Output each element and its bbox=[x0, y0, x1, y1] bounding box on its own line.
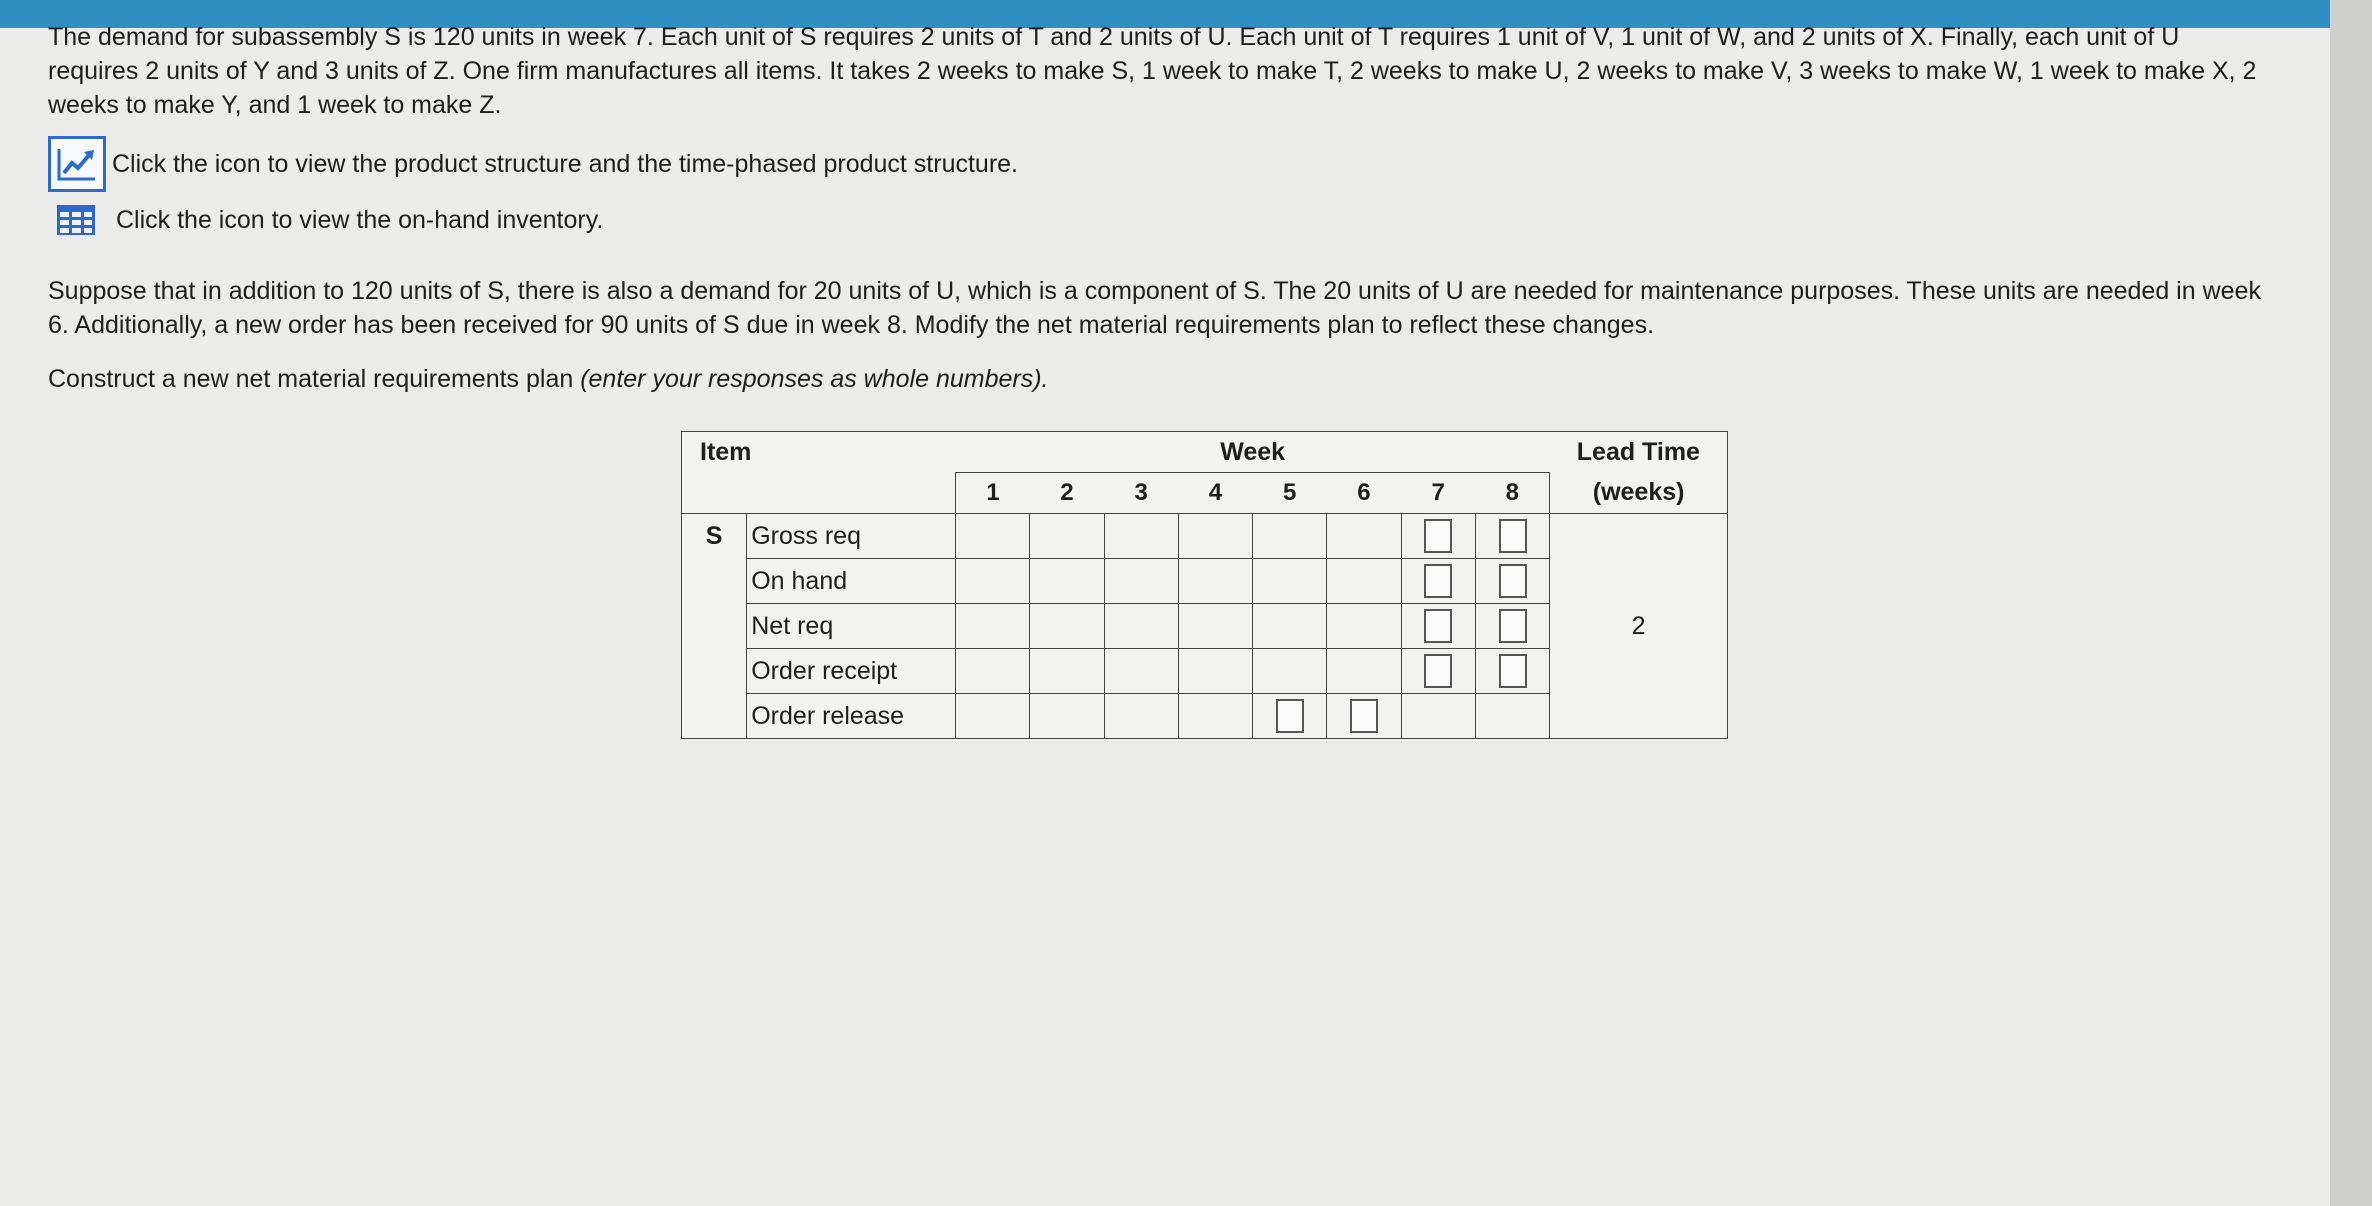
cell bbox=[1253, 694, 1327, 739]
cell bbox=[1253, 514, 1327, 559]
cell bbox=[1475, 694, 1549, 739]
cell bbox=[1104, 559, 1178, 604]
week-4: 4 bbox=[1208, 479, 1223, 506]
order-receipt-week8-input[interactable] bbox=[1499, 654, 1527, 688]
on-hand-week7-input[interactable] bbox=[1424, 564, 1452, 598]
cell bbox=[1475, 649, 1549, 694]
cell bbox=[1104, 649, 1178, 694]
cell bbox=[1401, 649, 1475, 694]
header-item-blank bbox=[682, 473, 956, 514]
right-edge bbox=[2330, 0, 2372, 1206]
cell bbox=[1401, 559, 1475, 604]
week-6: 6 bbox=[1357, 479, 1371, 506]
cell bbox=[1401, 514, 1475, 559]
week-1: 1 bbox=[986, 479, 1000, 506]
header-item: Item bbox=[682, 432, 956, 473]
scenario-text: Suppose that in addition to 120 units of S, there is also a demand for 20 units of U, which is a component of S. The 20 units of U are needed for maintenance purposes. These units are needed in week 6. Additionally, a new order has been received for 90 units of S due in week 8. Modify the net material requirements plan to reflect these changes. bbox=[48, 277, 2261, 339]
gross-req-week8-input[interactable] bbox=[1499, 519, 1527, 553]
cell bbox=[1327, 559, 1401, 604]
header-weeks-unit: (weeks) bbox=[1550, 473, 1728, 514]
cell bbox=[956, 559, 1030, 604]
cell bbox=[1030, 604, 1104, 649]
week-7: 7 bbox=[1431, 479, 1445, 506]
product-structure-link-row bbox=[50, 142, 1018, 186]
row-gross-req bbox=[682, 514, 1728, 559]
on-hand-week8-input[interactable] bbox=[1499, 564, 1527, 598]
item-blank bbox=[682, 649, 747, 694]
item-s: S bbox=[682, 514, 747, 559]
week-8: 8 bbox=[1505, 479, 1519, 506]
order-receipt-week7-input[interactable] bbox=[1424, 654, 1452, 688]
cell bbox=[1401, 694, 1475, 739]
week-2: 2 bbox=[1060, 479, 1074, 506]
cell bbox=[1475, 604, 1549, 649]
cell bbox=[1475, 514, 1549, 559]
header-lead-time: Lead Time bbox=[1550, 432, 1728, 473]
cell bbox=[1178, 514, 1252, 559]
inventory-link-text: Click the icon to view the on-hand inventory. bbox=[116, 205, 604, 234]
row-label-gross-req: Gross req bbox=[747, 514, 956, 559]
cell bbox=[1104, 514, 1178, 559]
cell bbox=[1401, 604, 1475, 649]
cell bbox=[1030, 514, 1104, 559]
cell bbox=[1327, 649, 1401, 694]
table-grid-icon[interactable] bbox=[56, 203, 96, 237]
net-req-week7-input[interactable] bbox=[1424, 609, 1452, 643]
cell bbox=[956, 649, 1030, 694]
problem-intro: The demand for subassembly S is 120 units in week 7. Each unit of S requires 2 units of T and 2 units of U. Each unit of T requires 1 unit of V, 1 unit of W, and 2 units of X. Finally, each unit of U requires 2 units of Y and 3 units of Z. One firm manufactures all items. It takes 2 weeks to make S, 1 week to make T, 2 weeks to make U, 2 weeks to make V, 3 weeks to make W, 1 week to make X, 2 weeks to make Y, and 1 week to make Z. bbox=[48, 23, 2257, 119]
cell bbox=[1104, 694, 1178, 739]
cell bbox=[1030, 559, 1104, 604]
order-release-week6-input[interactable] bbox=[1350, 699, 1378, 733]
row-label-order-receipt: Order receipt bbox=[747, 649, 956, 694]
cell bbox=[1178, 649, 1252, 694]
row-label-order-release: Order release bbox=[747, 694, 956, 739]
instruction-main: Construct a new net material requirements plan bbox=[48, 365, 581, 393]
header-week: Week bbox=[956, 432, 1550, 473]
instruction-text bbox=[48, 362, 1048, 396]
row-label-net-req: Net req bbox=[747, 604, 956, 649]
cell bbox=[1178, 604, 1252, 649]
cell bbox=[1253, 604, 1327, 649]
week-3: 3 bbox=[1134, 479, 1148, 506]
cell bbox=[1030, 649, 1104, 694]
cell bbox=[1178, 694, 1252, 739]
order-release-week5-input[interactable] bbox=[1276, 699, 1304, 733]
cell bbox=[1327, 604, 1401, 649]
product-structure-link-text: Click the icon to view the product structure and the time-phased product structure. bbox=[112, 149, 1019, 178]
cell bbox=[1327, 694, 1401, 739]
cell bbox=[956, 514, 1030, 559]
item-blank bbox=[682, 604, 747, 649]
gross-req-week7-input[interactable] bbox=[1424, 519, 1452, 553]
cell bbox=[1178, 559, 1252, 604]
cell bbox=[1030, 694, 1104, 739]
cell bbox=[1253, 649, 1327, 694]
cell bbox=[1475, 559, 1549, 604]
cell bbox=[1253, 559, 1327, 604]
inventory-link-row bbox=[50, 198, 603, 242]
instruction-italic: (enter your responses as whole numbers). bbox=[580, 365, 1049, 393]
item-blank bbox=[682, 559, 747, 604]
item-blank bbox=[682, 694, 747, 739]
row-label-on-hand: On hand bbox=[747, 559, 956, 604]
week-5: 5 bbox=[1283, 479, 1297, 506]
cell bbox=[956, 694, 1030, 739]
line-chart-icon[interactable] bbox=[48, 136, 106, 192]
mrp-table bbox=[681, 431, 1728, 739]
net-req-week8-input[interactable] bbox=[1499, 609, 1527, 643]
lead-time-value: 2 bbox=[1550, 514, 1728, 739]
cell bbox=[1327, 514, 1401, 559]
cell bbox=[956, 604, 1030, 649]
cell bbox=[1104, 604, 1178, 649]
